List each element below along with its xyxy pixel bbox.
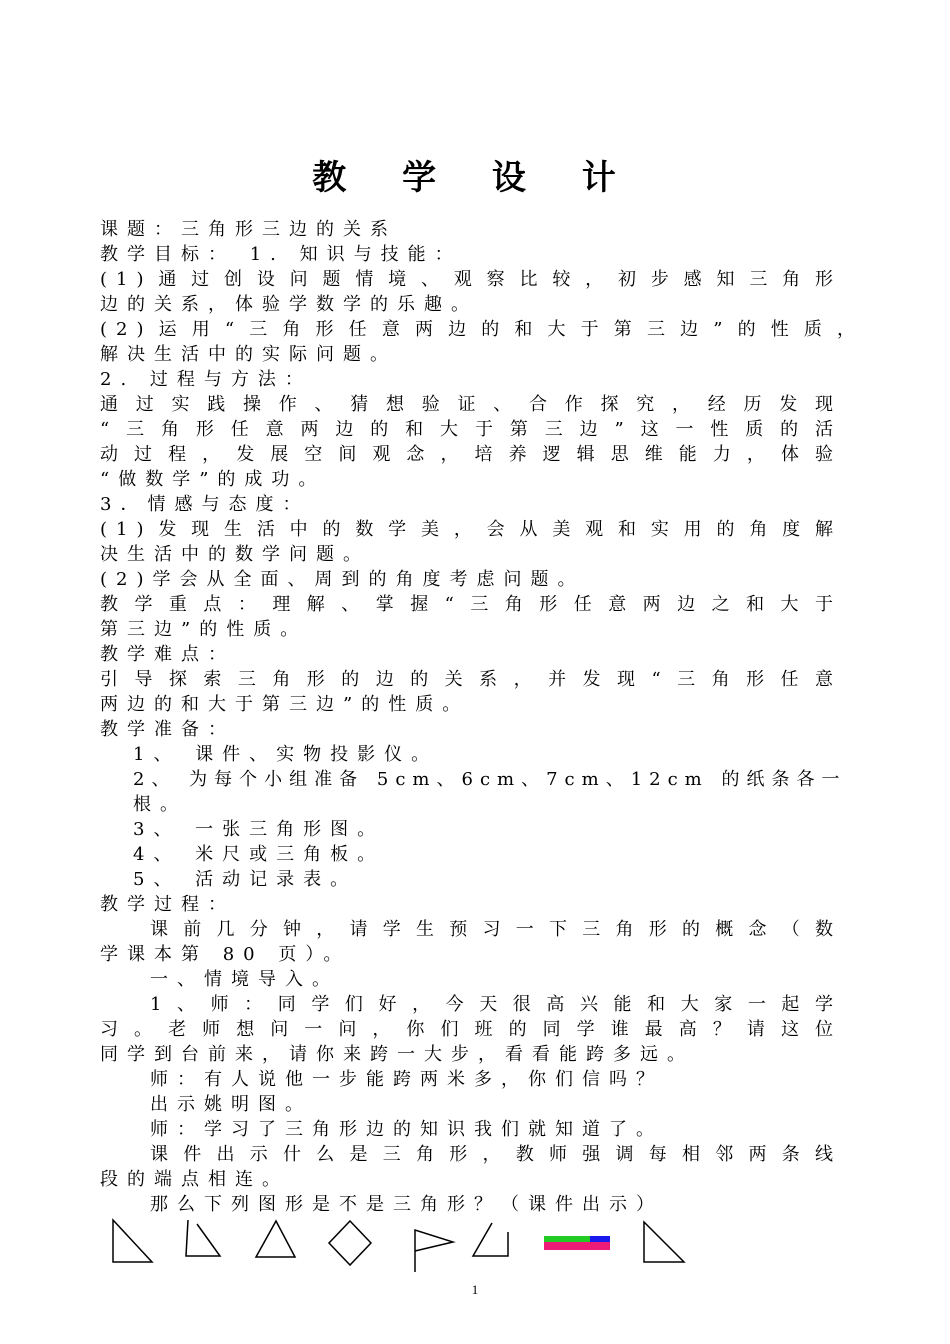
right-triangle-2-figure: [644, 1222, 684, 1262]
text-line: 那么下列图形是不是三角形？（课件出示）: [150, 1194, 663, 1215]
text-line: 出示姚明图。: [150, 1094, 312, 1115]
text-line: 边的关系，体验学数学的乐趣。: [100, 294, 478, 315]
isosceles-triangle-figure: [256, 1221, 295, 1257]
flag-figure: [415, 1230, 453, 1272]
text-line: (1)发现生活中的数学美，会从美观和实用的角度解: [100, 519, 842, 540]
text-line: 通过实践操作、猜想验证、合作探究，经历发现: [100, 394, 842, 415]
magenta-strip-figure: [544, 1242, 610, 1250]
text-line: 同学到台前来，请你来跨一大步，看看能跨多远。: [100, 1044, 694, 1065]
text-line: 1、师：同学们好，今天很高兴能和大家一起学: [150, 994, 842, 1015]
right-triangle-figure: [113, 1220, 152, 1262]
text-line: 课前几分钟，请学生预习一下三角形的概念（数: [150, 919, 842, 940]
blue-strip-figure: [590, 1236, 610, 1242]
text-line: 习。老师想问一问，你们班的同学谁最高？请这位: [100, 1019, 842, 1040]
text-line: 课件出示什么是三角形，教师强调每相邻两条线: [150, 1144, 842, 1165]
text-line: (2)学会从全面、周到的角度考虑问题。: [100, 569, 585, 590]
text-line: 5、 活动记录表。: [133, 869, 358, 890]
open-triangle-figure: [186, 1220, 220, 1256]
text-line: “做数学”的成功。: [100, 469, 326, 490]
page-number: 1: [471, 1282, 479, 1297]
text-line: “三角形任意两边的和大于第三边”这一性质的活: [100, 419, 842, 440]
text-line: 师：学习了三角形边的知识我们就知道了。: [150, 1119, 663, 1140]
text-line: (2)运用“三角形任意两边的和大于第三边”的性质，: [100, 319, 864, 340]
text-line: 2、 为每个小组准备 5cm、6cm、7cm、12cm 的纸条各一: [133, 769, 847, 790]
text-line: 师：有人说他一步能跨两米多，你们信吗？: [150, 1069, 663, 1090]
text-line: 第三边”的性质。: [100, 619, 308, 640]
text-line: 决生活中的数学问题。: [100, 544, 370, 565]
text-line: 教学准备：: [100, 719, 235, 740]
document-body: [100, 217, 864, 1217]
shape-figures: [100, 1212, 710, 1282]
text-line: 引导探索三角形的边的关系，并发现“三角形任意: [100, 669, 842, 690]
gap-triangle-figure: [473, 1223, 508, 1256]
text-line: 段的端点相连。: [100, 1169, 289, 1190]
text-line: 3、 一张三角形图。: [133, 819, 385, 840]
text-line: 3．情感与态度：: [100, 494, 310, 515]
text-line: 教学重点：理解、掌握“三角形任意两边之和大于: [100, 594, 842, 615]
text-line: 课题：三角形三边的关系: [100, 219, 397, 240]
green-strip-figure: [544, 1236, 590, 1242]
text-line: 解决生活中的实际问题。: [100, 344, 397, 365]
text-line: 2. 过程与方法：: [100, 369, 312, 390]
text-line: 1、 课件、实物投影仪。: [133, 744, 439, 765]
text-line: 根。: [133, 794, 187, 815]
text-line: 教学难点：: [100, 644, 235, 665]
text-line: 4、 米尺或三角板。: [133, 844, 385, 865]
diamond-figure: [329, 1221, 371, 1265]
text-line: 学课本第 80 页）。: [100, 944, 351, 965]
text-line: 教学目标： 1. 知识与技能：: [100, 244, 462, 265]
text-line: (1)通过创设问题情境、观察比较，初步感知三角形: [100, 269, 842, 290]
shapes-illustration: [100, 1212, 710, 1282]
text-line: 动过程，发展空间观念，培养逻辑思维能力，体验: [100, 444, 842, 465]
document-title: 教 学 设 计: [312, 158, 638, 198]
text-line: 两边的和大于第三边”的性质。: [100, 694, 470, 715]
text-line: 一、情境导入。: [150, 969, 339, 990]
text-line: 教学过程：: [100, 894, 235, 915]
